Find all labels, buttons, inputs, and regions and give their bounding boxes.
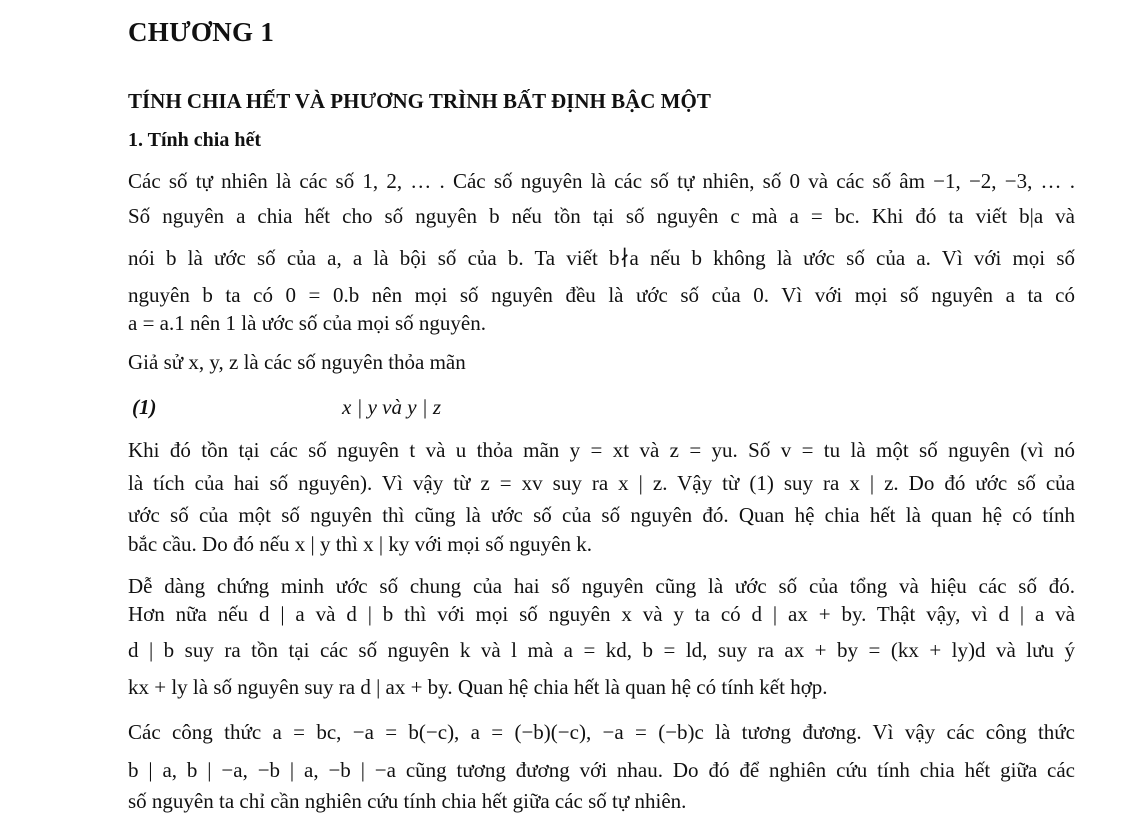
chapter-heading: CHƯƠNG 1 bbox=[128, 17, 275, 47]
paragraph-line: là tích của hai số nguyên). Vì vậy từ z = xv suy ra x | z. Vậy từ (1) suy ra x | z. Do đó ước số của bbox=[128, 471, 1075, 495]
paragraph-line: ước số của một số nguyên thì cũng là ước số của số nguyên đó. Quan hệ chia hết là quan hệ có tính bbox=[128, 503, 1075, 527]
paragraph-line: Các số tự nhiên là các số 1, 2, … . Các số nguyên là các số tự nhiên, số 0 và các số âm −1, −2, −3, … . bbox=[128, 169, 1075, 193]
paragraph-line: Hơn nữa nếu d | a và d | b thì với mọi số nguyên x và y ta có d | ax + by. Thật vậy, vì d | a và bbox=[128, 602, 1075, 626]
paragraph-line: Dễ dàng chứng minh ước số chung của hai số nguyên cũng là ước số của tổng và hiệu các số đó. bbox=[128, 574, 1075, 598]
section-heading: 1. Tính chia hết bbox=[128, 129, 261, 151]
paragraph-line: số nguyên ta chỉ cần nghiên cứu tính chia hết giữa các số tự nhiên. bbox=[128, 789, 687, 813]
paragraph-line: Khi đó tồn tại các số nguyên t và u thỏa mãn y = xt và z = yu. Số v = tu là một số nguyên (vì nó bbox=[128, 438, 1075, 462]
equation-formula: x | y và y | z bbox=[342, 395, 442, 419]
paragraph-line: nói b là ước số của a, a là bội số của b. Ta viết b∤a nếu b không là ước số của a. Vì với mọi số bbox=[128, 246, 1075, 270]
paragraph-line: bắc cầu. Do đó nếu x | y thì x | ky với mọi số nguyên k. bbox=[128, 532, 592, 556]
paragraph-line: kx + ly là số nguyên suy ra d | ax + by. Quan hệ chia hết là quan hệ có tính kết hợp. bbox=[128, 675, 828, 699]
paragraph-line: a = a.1 nên 1 là ước số của mọi số nguyên. bbox=[128, 311, 486, 335]
paragraph-line: nguyên b ta có 0 = 0.b nên mọi số nguyên đều là ước số của 0. Vì với mọi số nguyên a ta có bbox=[128, 283, 1075, 307]
paragraph-line: Số nguyên a chia hết cho số nguyên b nếu tồn tại số nguyên c mà a = bc. Khi đó ta viết b|a và bbox=[128, 204, 1075, 228]
paragraph-line: b | a, b | −a, −b | a, −b | −a cũng tương đương với nhau. Do đó để nghiên cứu tính chia hết giữa các bbox=[128, 758, 1075, 782]
paragraph-line: Giả sử x, y, z là các số nguyên thỏa mãn bbox=[128, 350, 466, 374]
paragraph-line: d | b suy ra tồn tại các số nguyên k và l mà a = kd, b = ld, suy ra ax + by = (kx + ly)d và lưu ý bbox=[128, 638, 1075, 662]
chapter-title: TÍNH CHIA HẾT VÀ PHƯƠNG TRÌNH BẤT ĐỊNH BẬC MỘT bbox=[128, 89, 711, 113]
equation-label: (1) bbox=[132, 395, 157, 419]
paragraph-line: Các công thức a = bc, −a = b(−c), a = (−b)(−c), −a = (−b)c là tương đương. Vì vậy các công thức bbox=[128, 720, 1075, 744]
